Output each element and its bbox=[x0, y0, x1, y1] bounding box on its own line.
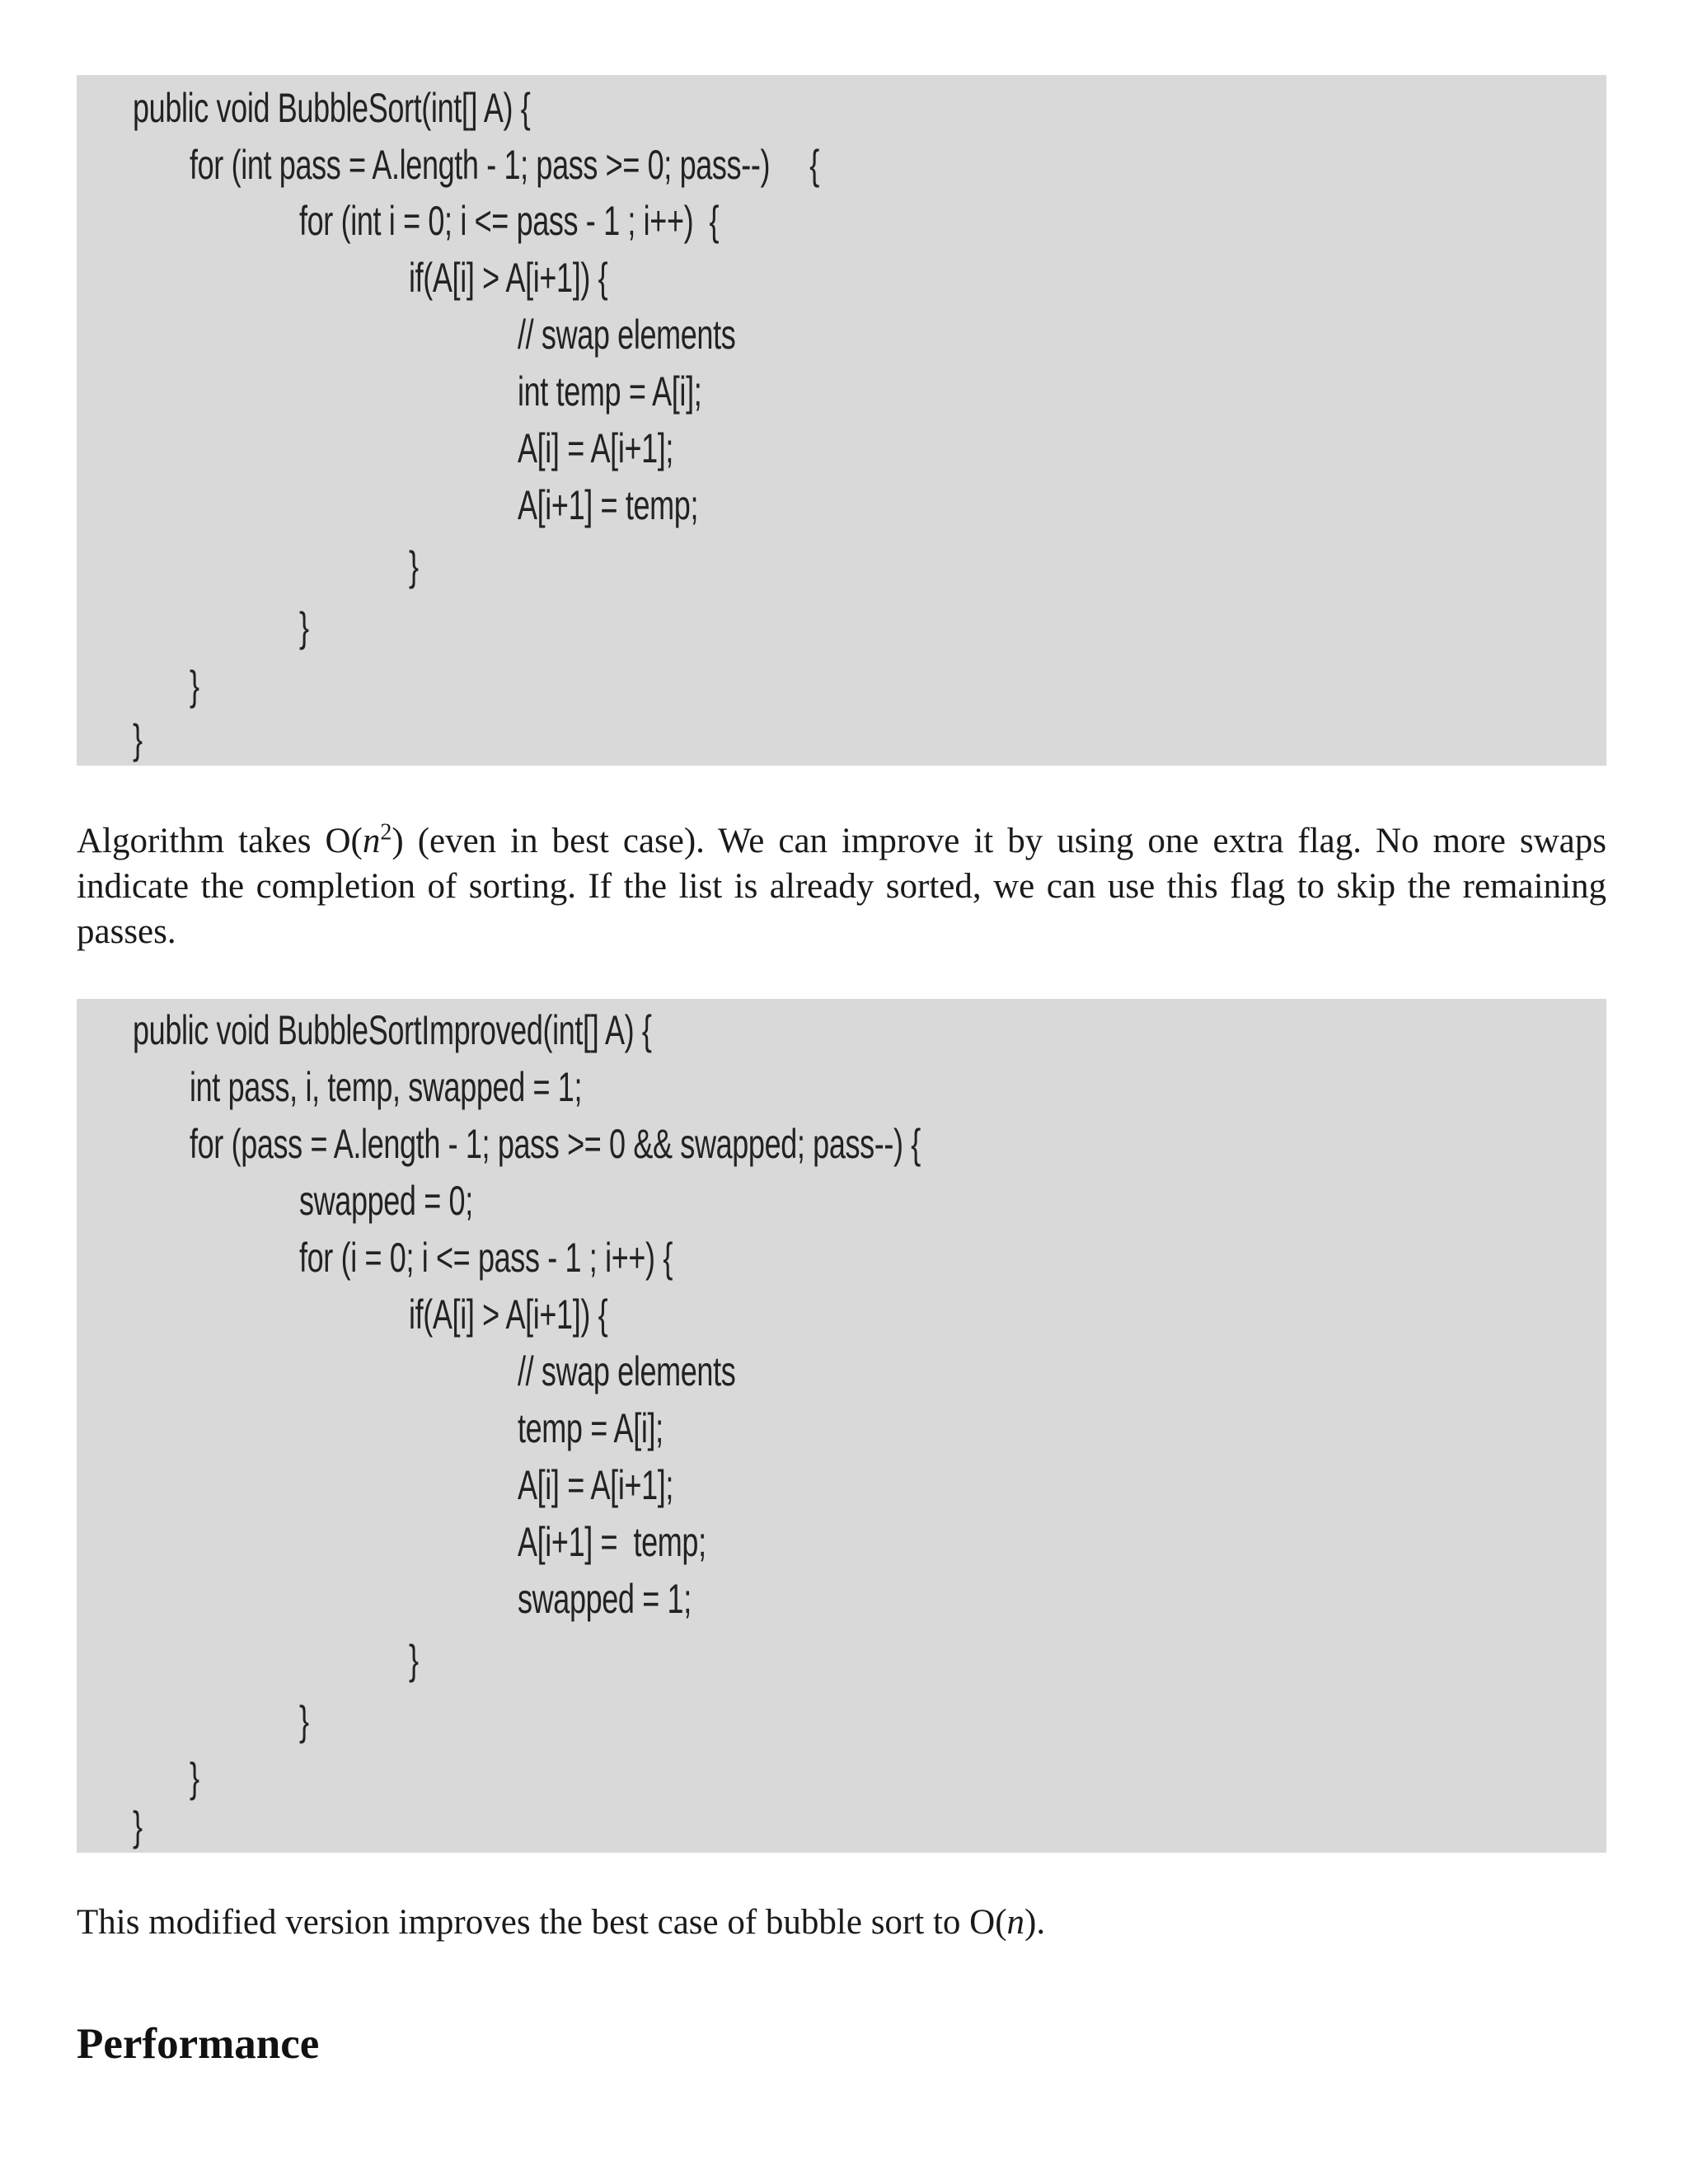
code-line: } bbox=[133, 716, 143, 762]
code-line: for (i = 0; i <= pass - 1 ; i++) { bbox=[299, 1235, 673, 1281]
code-line: temp = A[i]; bbox=[518, 1405, 663, 1451]
code-line: A[i] = A[i+1]; bbox=[518, 425, 674, 471]
section-heading: Performance bbox=[77, 2020, 320, 2068]
math-variable: n bbox=[362, 822, 381, 860]
paragraph-text: This modified version improves the best case of bubble sort to O( bbox=[77, 1903, 1007, 1942]
code-line: } bbox=[133, 1803, 143, 1849]
code-line: int pass, i, temp, swapped = 1; bbox=[190, 1064, 583, 1110]
paragraph-best-case bbox=[77, 1900, 1606, 1945]
paragraph-text: Algorithm takes O( bbox=[77, 822, 363, 860]
code-line: for (pass = A.length - 1; pass >= 0 && swapped; pass--) { bbox=[190, 1121, 921, 1167]
code-line: swapped = 1; bbox=[518, 1576, 692, 1622]
code-line: for (int i = 0; i <= pass - 1 ; i++) { bbox=[299, 198, 720, 244]
code-line: // swap elements bbox=[518, 312, 736, 358]
code-line: } bbox=[190, 1755, 199, 1801]
code-line: } bbox=[190, 663, 199, 709]
code-block-bubble-sort-improved bbox=[77, 999, 1606, 1853]
code-line: A[i] = A[i+1]; bbox=[518, 1462, 674, 1508]
code-line: if(A[i] > A[i+1]) { bbox=[409, 255, 608, 301]
paragraph-text: ) (even in best case). We can improve it by using one extra flag. No more swaps indicate the completion of sorting. If the list is already sorted, we can use this flag to skip the remaining passes. bbox=[77, 822, 1606, 951]
code-line: // swap elements bbox=[518, 1348, 736, 1394]
math-variable: n bbox=[1006, 1903, 1025, 1942]
paragraph-complexity bbox=[77, 818, 1606, 954]
code-line: } bbox=[409, 1637, 419, 1683]
code-line: public void BubbleSortImproved(int[] A) { bbox=[133, 1007, 652, 1053]
paragraph-text: ). bbox=[1025, 1903, 1046, 1942]
code-line: for (int pass = A.length - 1; pass >= 0; pass--) { bbox=[190, 142, 819, 188]
code-line: public void BubbleSort(int[] A) { bbox=[133, 85, 531, 131]
code-line: } bbox=[409, 543, 419, 589]
code-line: } bbox=[299, 1698, 309, 1744]
code-line: if(A[i] > A[i+1]) { bbox=[409, 1291, 608, 1338]
code-line: int temp = A[i]; bbox=[518, 368, 702, 415]
code-block-bubble-sort bbox=[77, 75, 1606, 766]
math-exponent: 2 bbox=[380, 819, 392, 846]
code-line: } bbox=[299, 604, 309, 650]
code-line: A[i+1] = temp; bbox=[518, 1519, 706, 1565]
code-line: swapped = 0; bbox=[299, 1178, 473, 1224]
code-line: A[i+1] = temp; bbox=[518, 482, 699, 528]
